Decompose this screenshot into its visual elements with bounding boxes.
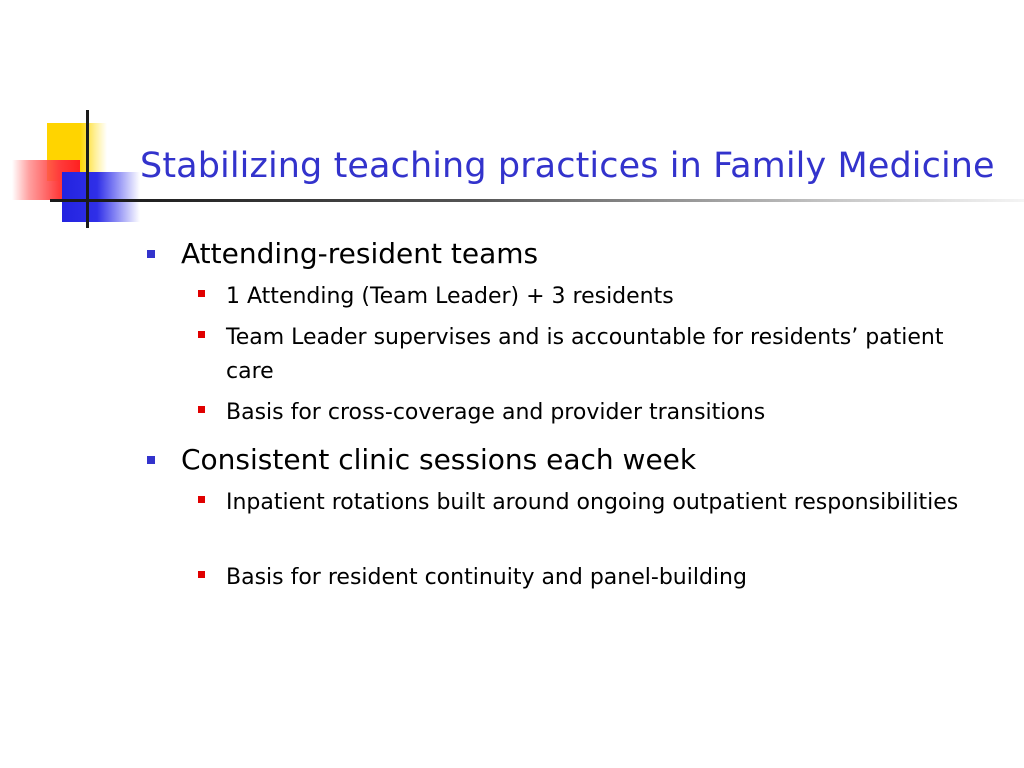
decorative-logo <box>0 0 140 240</box>
bullet-square-icon <box>147 250 155 258</box>
slide-title: Stabilizing teaching practices in Family Medicine <box>140 146 995 186</box>
bullet-text: Consistent clinic sessions each week <box>181 443 697 476</box>
sub-bullet-text: Basis for resident continuity and panel-building <box>226 565 747 590</box>
sub-bullet-square-icon <box>198 331 205 338</box>
logo-vertical-line <box>86 110 89 228</box>
sub-bullet-square-icon <box>198 496 205 503</box>
sub-bullet-text: Inpatient rotations built around ongoing outpatient responsibilities <box>226 490 959 515</box>
sub-bullet-square-icon <box>198 571 205 578</box>
title-underline <box>108 199 1024 202</box>
bullet-square-icon <box>147 456 155 464</box>
sub-bullet-square-icon <box>198 406 205 413</box>
sub-bullet-text: 1 Attending (Team Leader) + 3 residents <box>226 284 674 309</box>
sub-bullet-text: Basis for cross-coverage and provider transitions <box>226 400 766 425</box>
sub-bullet-text: Team Leader supervises and is accountable for residents’ patient care <box>226 325 944 384</box>
logo-blue-square <box>62 172 140 222</box>
bullet-text: Attending-resident teams <box>181 237 539 270</box>
sub-bullet-square-icon <box>198 290 205 297</box>
